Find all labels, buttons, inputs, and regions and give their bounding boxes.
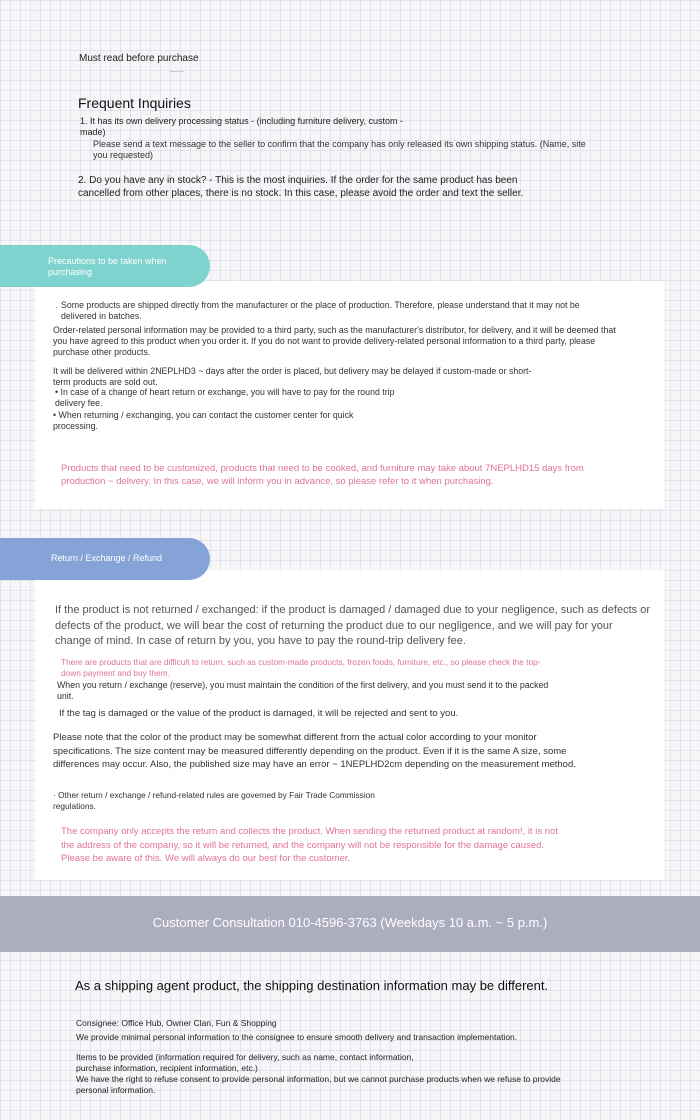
shipping-title: As a shipping agent product, the shipping destination information may be different. — [75, 978, 549, 993]
inquiry-item-1: 1. It has its own delivery processing status - (including furniture delivery, custom -made) — [80, 116, 403, 137]
precaution-custom-products: Products that need to be customized, products that need to be cooked, and furniture may take about 7NEPLHD15 days from production ~ delivery. In this case, we will inform you in advance, so please refer to it when purchasing. — [61, 463, 584, 487]
inquiry-item-1-detail: Please send a text message to the seller to confirm that the company has only released its own shipping status. (Name, site you requested) — [93, 139, 586, 160]
returns-difficult-products: There are products that are difficult to return, such as custom-made products, frozen foods, furniture, etc., so please check the top-down payment and buy them. — [61, 657, 541, 678]
consultation-text: Customer Consultation 010-4596-3763 (Weekdays 10 a.m. ~ 5 p.m.) — [152, 915, 548, 930]
returns-negligence-text: If the product is not returned / exchanged: if the product is damaged / damaged due to your negligence, such as defects or defects of the product, we will bear the cost of returning the product due to our negligence, and we will pay for your change of mind. In case of return by you, you have to pay the round-trip delivery fee. — [55, 604, 650, 647]
heading-underline — [170, 71, 184, 72]
returns-tag-damage: If the tag is damaged or the value of the product is damaged, it will be rejected and sent to you. — [59, 708, 459, 719]
precaution-return-fee: • In case of a change of heart return or exchange, you will have to pay for the round trip delivery fee. — [55, 387, 395, 408]
shipping-refuse-consent: We have the right to refuse consent to provide personal information, but we cannot purchase products when we refuse to provide personal information. — [76, 1074, 561, 1095]
precaution-delivery-time: It will be delivered within 2NEPLHD3 ~ days after the order is placed, but delivery may be delayed if custom-made or short-term products are sold out. — [53, 366, 532, 387]
shipping-items-provided: Items to be provided (information required for delivery, such as name, contact information, purchase information, recipient information, etc.) — [76, 1052, 414, 1073]
returns-company-policy: The company only accepts the return and collects the product. When sending the returned product at random!, it is not the address of the company, so it will be returned, and the company will not be responsible for the damage caused. Please be aware of this. We will always do our best for the customer. — [61, 826, 558, 864]
bullet-dot: · — [55, 303, 58, 312]
returns-color-size-note: Please note that the color of the product may be somewhat different from the actual color according to your monitor specifications. The size content may be measured differently depending on the product. Even if it is the same A size, some differences may occur. Also, the published size may have an error ~ 1NEPLHD2cm depending on the measurement method. — [53, 732, 576, 770]
inquiry-item-2: 2. Do you have any in stock? - This is the most inquiries. If the order for the same product has been cancelled from other places, there is no stock. In this case, please avoid the order and text the seller. — [78, 175, 524, 199]
precaution-personal-info: Order-related personal information may be provided to a third party, such as the manufacturer's distributor, for delivery, and it will be deemed that you have agreed to this product when you order it. If you do not want to provide delivery-related personal information to a third party, please purchase other products. — [53, 325, 616, 357]
precautions-tab-label: Precautions to be taken when purchasing — [48, 256, 167, 277]
frequent-inquiries-title: Frequent Inquiries — [78, 95, 191, 111]
precautions-tab — [0, 245, 210, 287]
precaution-contact-center: • When returning / exchanging, you can contact the customer center for quick processing. — [53, 410, 354, 431]
precaution-batch-delivery: Some products are shipped directly from the manufacturer or the place of production. Therefore, please understand that it may not be delivered in batches. — [61, 300, 580, 321]
shipping-minimal-info: We provide minimal personal information to the consignee to ensure smooth delivery and transaction implementation. — [76, 1032, 518, 1042]
returns-tab — [0, 538, 210, 580]
returns-fair-trade: · Other return / exchange / refund-related rules are governed by Fair Trade Commission regulations. — [53, 790, 375, 811]
shipping-consignee: Consignee: Office Hub, Owner Clan, Fun & Shopping — [76, 1018, 277, 1028]
returns-condition-text: When you return / exchange (reserve), you must maintain the condition of the first delivery, and you must send it to the packed unit. — [57, 680, 549, 701]
returns-tab-label: Return / Exchange / Refund — [51, 553, 163, 563]
must-read-heading: Must read before purchase — [79, 53, 199, 64]
